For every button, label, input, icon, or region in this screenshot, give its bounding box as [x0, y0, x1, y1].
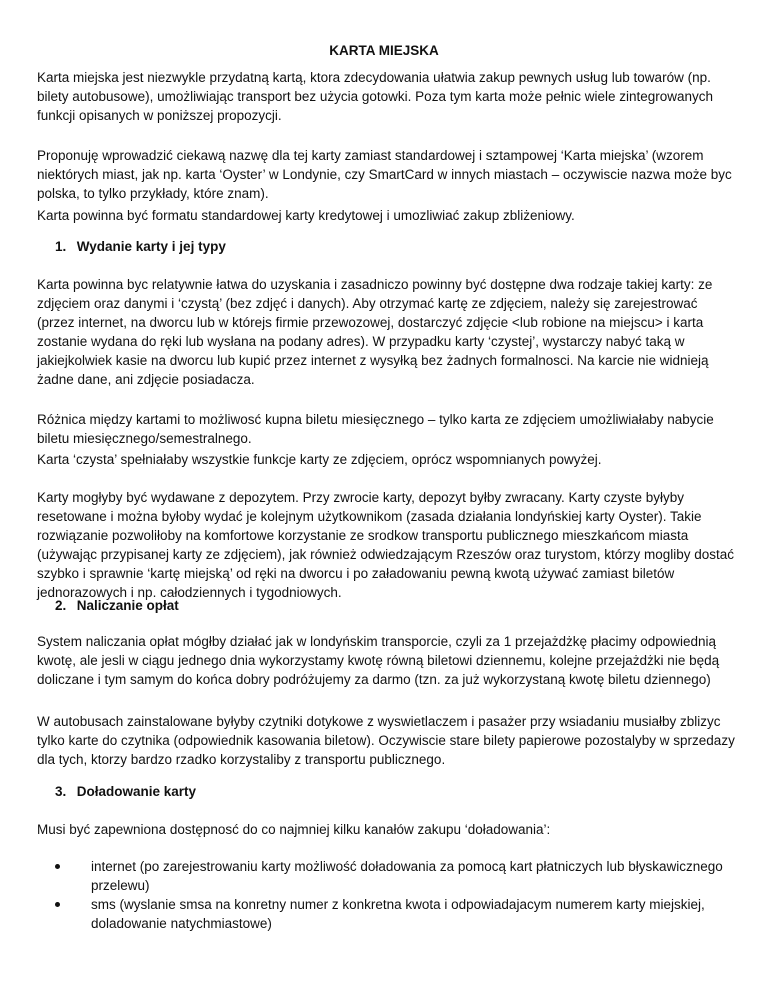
paragraph-card-format: Karta powinna być formatu standardowej karty kredytowej i umozliwiać zakup zbliżeniowy. — [37, 208, 575, 223]
list-item-text: sms (wyslanie smsa na konretny numer z konkretna kwota i odpowiadajacym numerem karty miejskiej, doladowanie natychmiastowe) — [91, 897, 705, 931]
section-number: 1. — [55, 239, 67, 254]
topup-channel-list — [55, 857, 735, 933]
document-title: KARTA MIEJSKA — [329, 43, 439, 58]
bullet-icon — [55, 902, 60, 907]
paragraph-card-types: Karta powinna byc relatywnie łatwa do uzyskania i zasadniczo powinny być dostępne dwa rodzaje takiej karty: ze zdjęciem oraz danymi i ‘czystą’ (bez zdjęć i danych). Aby otrzymać kartę ze zdjęciem, należy się zarejestrować (przez internet, na dworcu lub w którejs firmie przewozowej, dostarczyć zdjęcie <lub robione na miejscu> i karta zostanie wydana do ręki lub wysłana na podany adres). W przypadku karty ‘czystej’, wystarczy nabyć taką w jakiejkolwiek kasie na dworcu lub kupić przez internet z wysyłką bez żadnych formalnosci. Na karcie nie widnieją żadne dane, ani zdjęcie posiadacza. — [37, 277, 713, 387]
paragraph-clean-card: Karta ‘czysta’ spełniałaby wszystkie funkcje karty ze zdjęciem, oprócz wspomnianych powyżej. — [37, 452, 602, 467]
paragraph-topup-channels: Musi być zapewniona dostępnosć do co najmniej kilku kanałów zakupu ‘doładowania’: — [37, 822, 551, 837]
list-item — [55, 857, 735, 895]
list-item — [55, 895, 735, 933]
section-number: 3. — [55, 784, 67, 799]
section-title: Wydanie karty i jej typy — [76, 239, 226, 254]
section-heading-3 — [55, 782, 196, 801]
paragraph-name-proposal: Proponuję wprowadzić ciekawą nazwę dla tej karty zamiast standardowej i sztampowej ‘Karta miejska’ (wzorem niektórych miast, jak np. karta ‘Oyster’ w Londynie, czy SmartCard w innych miastach – oczywiscie nazwa może byc polska, to tylko przykłady, które znam). — [37, 148, 732, 201]
bullet-icon — [55, 864, 60, 869]
paragraph-fare-system: System naliczania opłat mógłby działać jak w londyńskim transporcie, czyli za 1 przejażdżkę płacimy odpowiednią kwotę, ale jesli w ciągu jednego dnia wykorzystamy kwotę równą biletowi dziennemu, kolejne przejażdżki nie będą doliczane i tym samym do końca dobry podróżujemy za darmo (tzn. za już wykorzystaną kwotę biletu dziennego) — [37, 634, 720, 687]
paragraph-readers: W autobusach zainstalowane byłyby czytniki dotykowe z wyswietlaczem i pasażer przy wsiadaniu musiałby zblizyc tylko karte do czytnika (odpowiednik kasowania biletow). Oczywiscie stare bilety papierowe pozostalyby w sprzedazy dla tych, ktorzy bardzo rzadko korzystaliby z transportu publicznego. — [37, 714, 735, 767]
section-heading-2 — [55, 596, 179, 615]
list-item-text: internet (po zarejestrowaniu karty możliwość doładowania za pomocą kart płatniczych lub błyskawicznego przelewu) — [91, 859, 723, 893]
paragraph-intro: Karta miejska jest niezwykle przydatną kartą, ktora zdecydowania ułatwia zakup pewnych usług lub towarów (np. bilety autobusowe), umożliwiając transport bez użycia gotowki. Poza tym karta może pełnic wiele zintegrowanych funkcji opisanych w poniższej propozycji. — [37, 70, 714, 123]
section-title: Doładowanie karty — [76, 784, 197, 799]
paragraph-deposit: Karty mogłyby być wydawane z depozytem. Przy zwrocie karty, depozyt byłby zwracany. Karty czyste byłyby resetowane i można byłoby wydać je kolejnym użytkownikom (zasada działania londyńskiej karty Oyster). Takie rozwiązanie pozwoliłoby na komfortowe korzystanie ze srodkow transportu publicznego mieszkańcom miasta (używając przypisanej karty ze zdjęciem), jak również odwiedzającym Rzeszów oraz turystom, którzy mogliby dostać szybko i sprawnie ‘kartę miejską’ od ręki na dworcu i po załadowaniu pewną kwotą używać zamiast biletów jednorazowych i np. całodziennych i tygodniowych. — [37, 490, 734, 600]
section-heading-1 — [55, 237, 226, 256]
paragraph-card-difference: Różnica między kartami to możliwosć kupna biletu miesięcznego – tylko karta ze zdjęciem umożliwiałaby nabycie biletu miesięcznego/semestralnego. — [37, 412, 714, 446]
section-number: 2. — [55, 598, 67, 613]
section-title: Naliczanie opłat — [76, 598, 179, 613]
